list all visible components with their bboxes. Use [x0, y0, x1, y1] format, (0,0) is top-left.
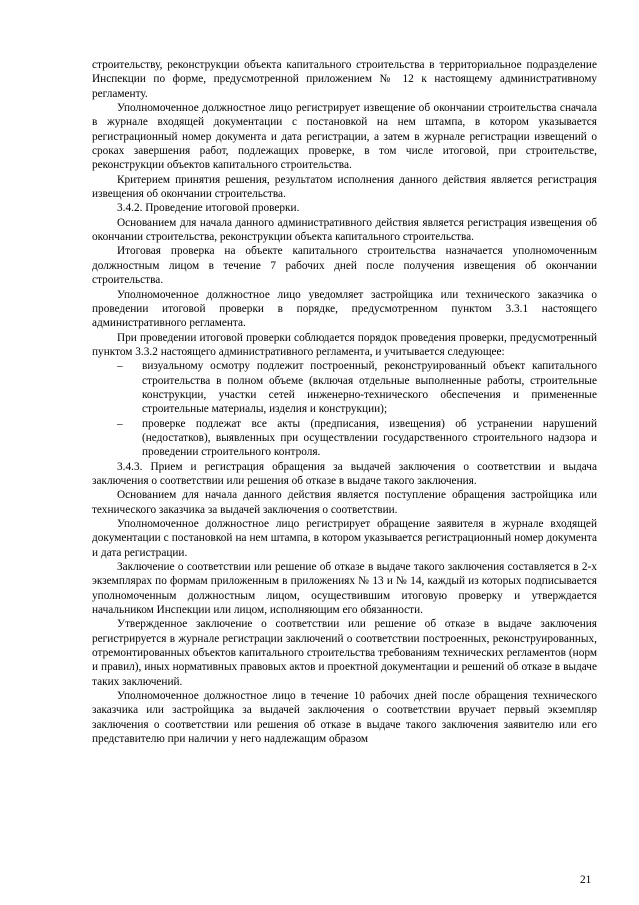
- paragraph: Основанием для начала данного административного действия является регистрация извещения об окончании строительства, реконструкции объекта капитального строительства.: [92, 216, 597, 244]
- paragraph: Уполномоченное должностное лицо уведомляет застройщика или технического заказчика о проведении итоговой проверки в порядке, предусмотренном пунктом 3.3.1 настоящего административного регламента.: [92, 288, 597, 330]
- page-number: 21: [580, 874, 592, 886]
- section-heading: 3.4.2. Проведение итоговой проверки.: [117, 202, 300, 215]
- list-item-text: визуальному осмотру подлежит построенный, реконструированный объект капитального строительства в полном объеме (включая отдельные выполненные работы, строительные конструкции, участки сетей инженерно-технического обеспечения и примененные строительные материалы, изделия и конструкции);: [142, 360, 597, 416]
- section-heading: 3.4.3. Прием и регистрация обращения за выдачей заключения о соответствии и выдача заключения о соответствии или решения об отказе в выдаче такого заключения.: [92, 460, 597, 487]
- list-item: [92, 359, 597, 416]
- paragraph: При проведении итоговой проверки соблюдается порядок проведения проверки, предусмотренный пунктом 3.3.2 настоящего административного регламента, и учитывается следующее:: [92, 331, 597, 358]
- document-body: [92, 58, 597, 747]
- paragraph: Итоговая проверка на объекте капитального строительства назначается уполномоченным должностным лицом в течение 7 рабочих дней после получения извещения об окончании строительства.: [92, 245, 597, 287]
- paragraph: Уполномоченное должностное лицо регистрирует обращение заявителя в журнале входящей документации с постановкой на нем штампа, в котором указывается регистрационный номер документа и дата регистрации.: [92, 518, 597, 559]
- paragraph: строительству, реконструкции объекта капитального строительства в территориальное подразделение Инспекции по форме, предусмотренной приложением № 12 к настоящему административному регламенту.: [92, 59, 597, 100]
- paragraph: Заключение о соответствии или решение об отказе в выдаче такого заключения составляется в 2-х экземплярах по формам приложенным в приложениях № 13 и № 14, каждый из которых подписывается уполномоченным должностным лицом, осуществившим итоговую проверку и утверждается начальником Инспекции или лицом, исполняющим его обязанности.: [92, 561, 597, 617]
- bullet-list: [92, 359, 597, 459]
- dash-marker: –: [117, 360, 123, 373]
- paragraph: Уполномоченное должностное лицо в течение 10 рабочих дней после обращения технического заказчика или застройщика за выдачей заключения о соответствии вручает первый экземпляр заключения о соответствии или решения об отказе в выдаче такого заключения заявителю или его представителю при наличии у него надлежащим образом: [92, 690, 597, 746]
- paragraph: Уполномоченное должностное лицо регистрирует извещение об окончании строительства сначала в журнале входящей документации с постановкой на нем штампа, в котором указывается регистрационный номер документа и дата регистрации, а затем в журнале регистрации извещений о сроках завершения работ, подлежащих проверке, в том числе итоговой, при строительстве, реконструкции объектов капитального строительства.: [92, 102, 597, 172]
- paragraph: Критерием принятия решения, результатом исполнения данного действия является регистрация извещения об окончании строительства.: [92, 173, 597, 201]
- list-item-text: проверке подлежат все акты (предписания, извещения) об устранении нарушений (недостатков), выявленных при осуществлении государственного строительного надзора и проведении строительного контроля.: [142, 417, 597, 459]
- list-item: [92, 417, 597, 460]
- dash-marker: –: [117, 417, 123, 430]
- paragraph: Основанием для начала данного действия является поступление обращения застройщика или технического заказчика за выдачей заключения о соответствии.: [92, 489, 597, 516]
- paragraph: Утвержденное заключение о соответствии или решение об отказе в выдаче заключения регистрируется в журнале регистрации заключений о соответствии построенных, реконструированных, отремонтированных объектов капитального строительства требованиям технических регламентов (норм и правил), иных нормативных правовых актов и проектной документации и решений об отказе в выдаче таких заключений.: [92, 618, 597, 688]
